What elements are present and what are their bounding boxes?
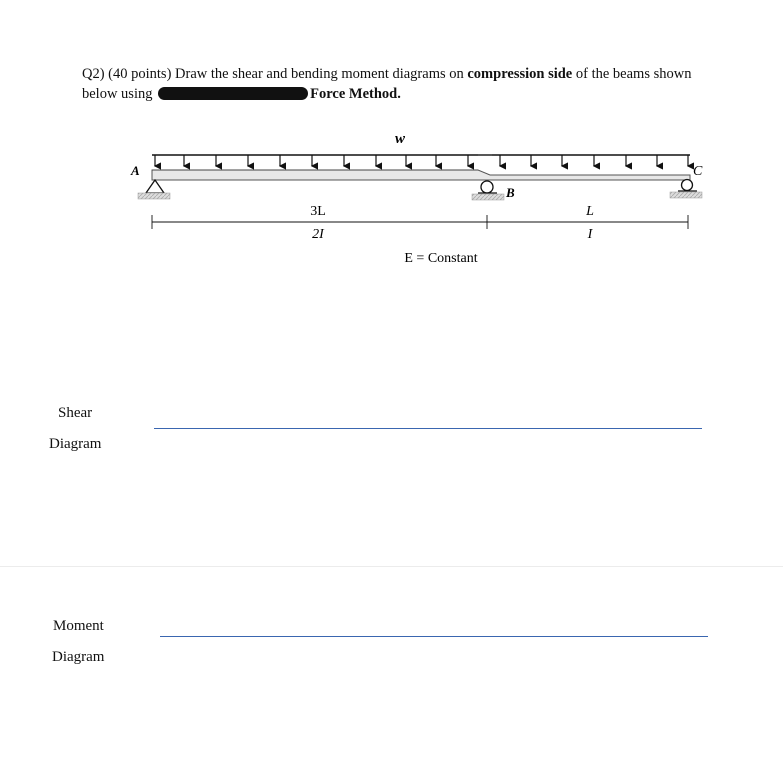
dimension-line: [152, 215, 688, 229]
point-c-label: C: [693, 164, 703, 179]
beam-figure: [0, 0, 783, 300]
section-divider: [0, 566, 783, 567]
moment-answer-line: [160, 636, 708, 637]
distributed-load: [152, 155, 690, 166]
shear-label-line1: Shear: [58, 405, 93, 421]
load-label: w: [394, 131, 406, 147]
shear-answer-line: [154, 428, 702, 429]
span1-inertia: 2I: [312, 227, 324, 242]
span2-length: L: [586, 204, 594, 219]
question-prefix: Q2) (40 points) Draw the shear and bending moment diagrams on: [82, 66, 468, 82]
span1-length: 3L: [310, 204, 326, 219]
moment-label-line1: Moment: [53, 618, 104, 634]
modulus-note: E = Constant: [404, 251, 478, 266]
beam: [152, 170, 690, 180]
roller-support-c: [670, 180, 702, 199]
shear-label-line2: Diagram: [49, 436, 102, 452]
point-a-label: A: [131, 163, 140, 178]
question-emphasis: compression side: [467, 66, 573, 82]
question-suffix: Force Method.: [310, 86, 401, 102]
pin-support-a: [138, 180, 170, 199]
question-middle: of the beams shown below using: [82, 66, 692, 102]
moment-label-line2: Diagram: [52, 649, 105, 665]
point-b-label: B: [506, 185, 515, 200]
span2-inertia: I: [587, 227, 593, 242]
roller-support-b: [472, 181, 504, 200]
